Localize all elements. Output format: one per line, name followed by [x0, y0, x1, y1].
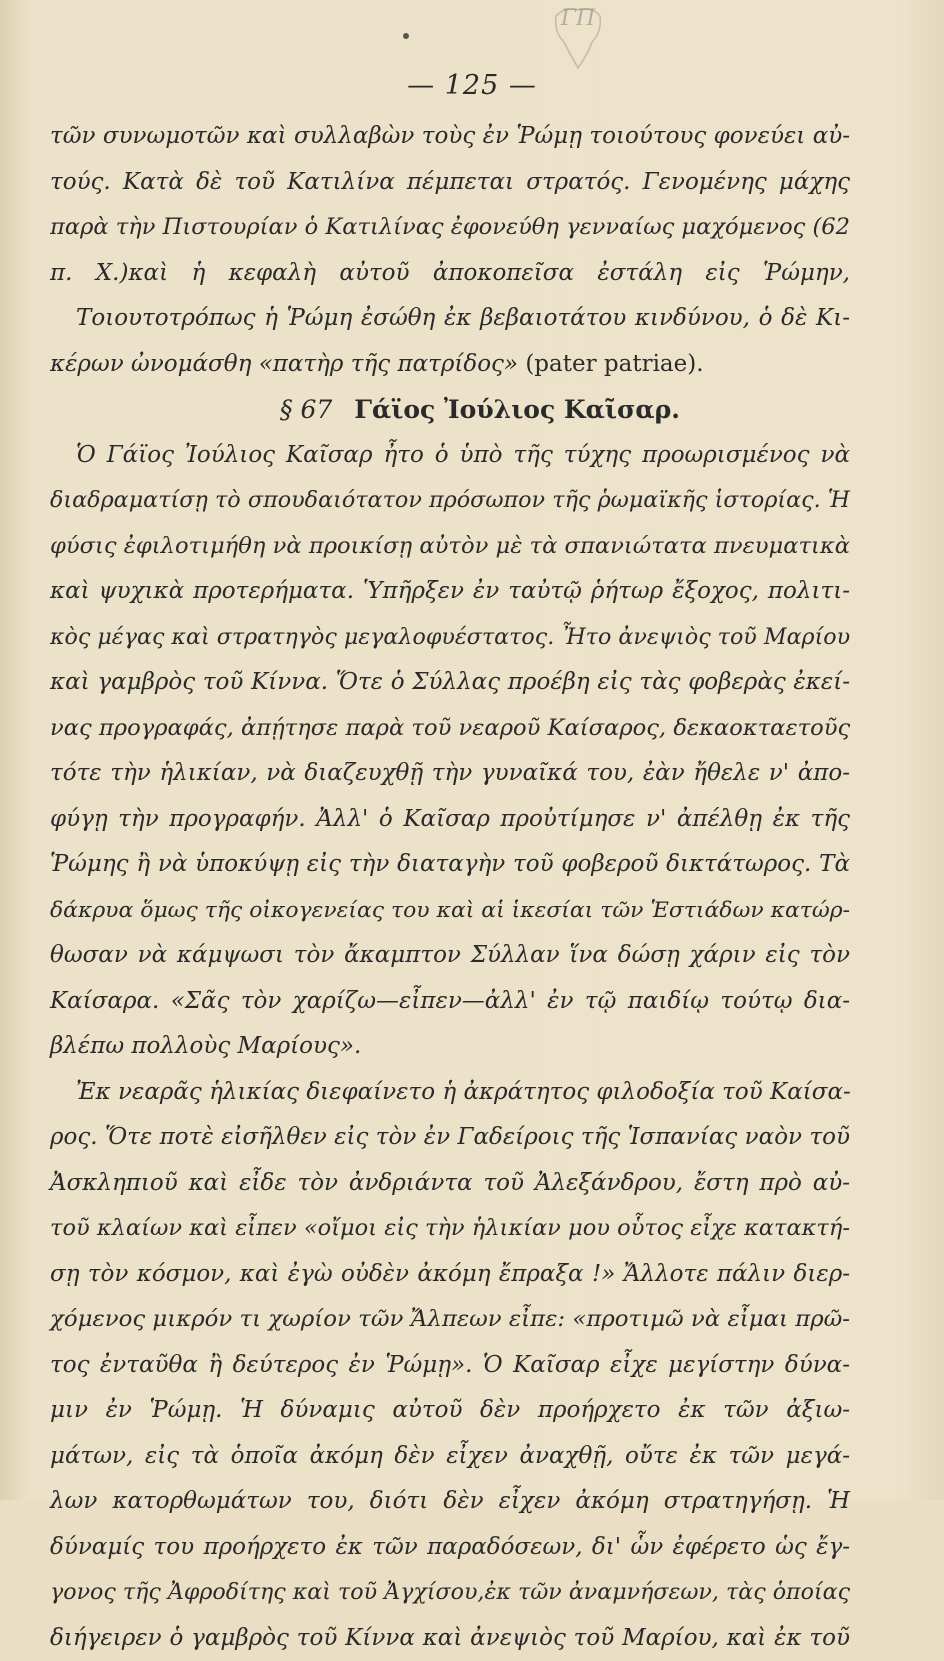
text-greek: κέρων ὠνομάσθη «πατὴρ τῆς πατρίδος»: [50, 351, 525, 377]
text-line: διαδραματίσῃ τὸ σπουδαιότατον πρόσωπον τῆς ῥωμαϊκῆς ἱστορίας. Ἡ: [50, 478, 850, 524]
library-stamp: [548, 2, 608, 74]
section-title: Γάϊος Ἰούλιος Καῖσαρ.: [354, 395, 680, 424]
paragraph-3: [50, 1070, 850, 1661]
text-line: τῶν συνωμοτῶν καὶ συλλαβὼν τοὺς ἐν Ῥώμῃ τοιούτους φονεύει αὐ-: [50, 114, 850, 160]
text-line: π. Χ.)καὶ ἡ κεφαλὴ αὐτοῦ ἀποκοπεῖσα ἐστάλη εἰς Ῥώμην,: [50, 251, 850, 297]
text-line: Τοιουτοτρόπως ἡ Ῥώμη ἐσώθη ἐκ βεβαιοτάτου κινδύνου, ὁ δὲ Κι-: [50, 296, 850, 342]
text-latin: (pater patriae).: [525, 351, 703, 377]
page-number: — 125 —: [0, 70, 944, 101]
text-line: τος ἐνταῦθα ἢ δεύτερος ἐν Ῥώμῃ». Ὁ Καῖσαρ εἶχε μεγίστην δύνα-: [50, 1343, 850, 1389]
text-line: καὶ ψυχικὰ προτερήματα. Ὑπῆρξεν ἐν ταὐτῷ ῥήτωρ ἔξοχος, πολιτι-: [50, 569, 850, 615]
text-line: Ῥώμης ἢ νὰ ὑποκύψῃ εἰς τὴν διαταγὴν τοῦ φοβεροῦ δικτάτωρος. Τὰ: [50, 842, 850, 888]
text-line: δάκρυα ὅμως τῆς οἰκογενείας του καὶ αἱ ἱκεσίαι τῶν Ἑστιάδων κατώρ-: [50, 888, 850, 934]
text-line: φύσις ἐφιλοτιμήθη νὰ προικίσῃ αὐτὸν μὲ τὰ σπανιώτατα πνευματικὰ: [50, 524, 850, 570]
text-line: μιν ἐν Ῥώμῃ. Ἡ δύναμις αὐτοῦ δὲν προήρχετο ἐκ τῶν ἀξιω-: [50, 1388, 850, 1434]
text-line: φύγῃ τὴν προγραφήν. Ἀλλ' ὁ Καῖσαρ προὐτίμησε ν' ἀπέλθῃ ἐκ τῆς: [50, 797, 850, 843]
text-line: μάτων, εἰς τὰ ὁποῖα ἀκόμη δὲν εἶχεν ἀναχθῇ, οὔτε ἐκ τῶν μεγά-: [50, 1434, 850, 1480]
text-line: βλέπω πολλοὺς Μαρίους».: [50, 1024, 850, 1070]
text-line: τούς. Κατὰ δὲ τοῦ Κατιλίνα πέμπεται στρατός. Γενομένης μάχης: [50, 160, 850, 206]
text-line: Καίσαρα. «Σᾶς τὸν χαρίζω—εἶπεν—ἀλλ' ἐν τῷ παιδίῳ τούτῳ δια-: [50, 979, 850, 1025]
text-line: [50, 342, 850, 388]
text-line: ρος. Ὅτε ποτὲ εἰσῆλθεν εἰς τὸν ἐν Γαδείροις τῆς Ἱσπανίας ναὸν τοῦ: [50, 1115, 850, 1161]
text-line: λων κατορθωμάτων του, διότι δὲν εἶχεν ἀκόμη στρατηγήσῃ. Ἡ: [50, 1479, 850, 1525]
section-number: § 67: [280, 395, 332, 424]
text-line: θωσαν νὰ κάμψωσι τὸν ἄκαμπτον Σύλλαν ἵνα δώσῃ χάριν εἰς τὸν: [50, 933, 850, 979]
text-line: νας προγραφάς, ἀπῄτησε παρὰ τοῦ νεαροῦ Καίσαρος, δεκαοκταετοῦς: [50, 706, 850, 752]
paragraph-2: [50, 433, 850, 1070]
text-line: κὸς μέγας καὶ στρατηγὸς μεγαλοφυέστατος. Ἦτο ἀνεψιὸς τοῦ Μαρίου: [50, 615, 850, 661]
text-line: Ὁ Γάϊος Ἰούλιος Καῖσαρ ἦτο ὁ ὑπὸ τῆς τύχης προωρισμένος νὰ: [50, 433, 850, 479]
text-line: καὶ γαμβρὸς τοῦ Κίννα. Ὅτε ὁ Σύλλας προέβη εἰς τὰς φοβερὰς ἐκεί-: [50, 660, 850, 706]
stamp-text: ΓΠ: [548, 6, 608, 31]
text-line: τότε τὴν ἡλικίαν, νὰ διαζευχθῇ τὴν γυναῖκά του, ἐὰν ἤθελε ν' ἀπο-: [50, 751, 850, 797]
paragraph-1: [50, 114, 850, 387]
text-line: γονος τῆς Ἀφροδίτης καὶ τοῦ Ἀγχίσου,ἐκ τῶν ἀναμνήσεων, τὰς ὁποίας: [50, 1570, 850, 1616]
text-line: χόμενος μικρόν τι χωρίον τῶν Ἄλπεων εἶπε: «προτιμῶ νὰ εἶμαι πρῶ-: [50, 1297, 850, 1343]
text-line: τοῦ κλαίων καὶ εἶπεν «οἴμοι εἰς τὴν ἡλικίαν μου οὗτος εἶχε κατακτή-: [50, 1206, 850, 1252]
text-line: δύναμίς του προήρχετο ἐκ τῶν παραδόσεων, δι' ὧν ἐφέρετο ὡς ἔγ-: [50, 1525, 850, 1571]
text-line: Ἀσκληπιοῦ καὶ εἶδε τὸν ἀνδριάντα τοῦ Ἀλεξάνδρου, ἔστη πρὸ αὐ-: [50, 1161, 850, 1207]
text-line: σῃ τὸν κόσμον, καὶ ἐγὼ οὐδὲν ἀκόμη ἔπραξα !» Ἄλλοτε πάλιν διερ-: [50, 1252, 850, 1298]
ink-dot: [403, 33, 409, 39]
text-line: παρὰ τὴν Πιστουρίαν ὁ Κατιλίνας ἐφονεύθη γενναίως μαχόμενος (62: [50, 205, 850, 251]
text-line: Ἐκ νεαρᾶς ἡλικίας διεφαίνετο ἡ ἀκράτητος φιλοδοξία τοῦ Καίσα-: [50, 1070, 850, 1116]
page-body: [50, 114, 850, 1661]
text-line: διήγειρεν ὁ γαμβρὸς τοῦ Κίννα καὶ ἀνεψιὸς τοῦ Μαρίου, καὶ ἐκ τοῦ: [50, 1616, 850, 1661]
section-heading: [50, 387, 850, 433]
